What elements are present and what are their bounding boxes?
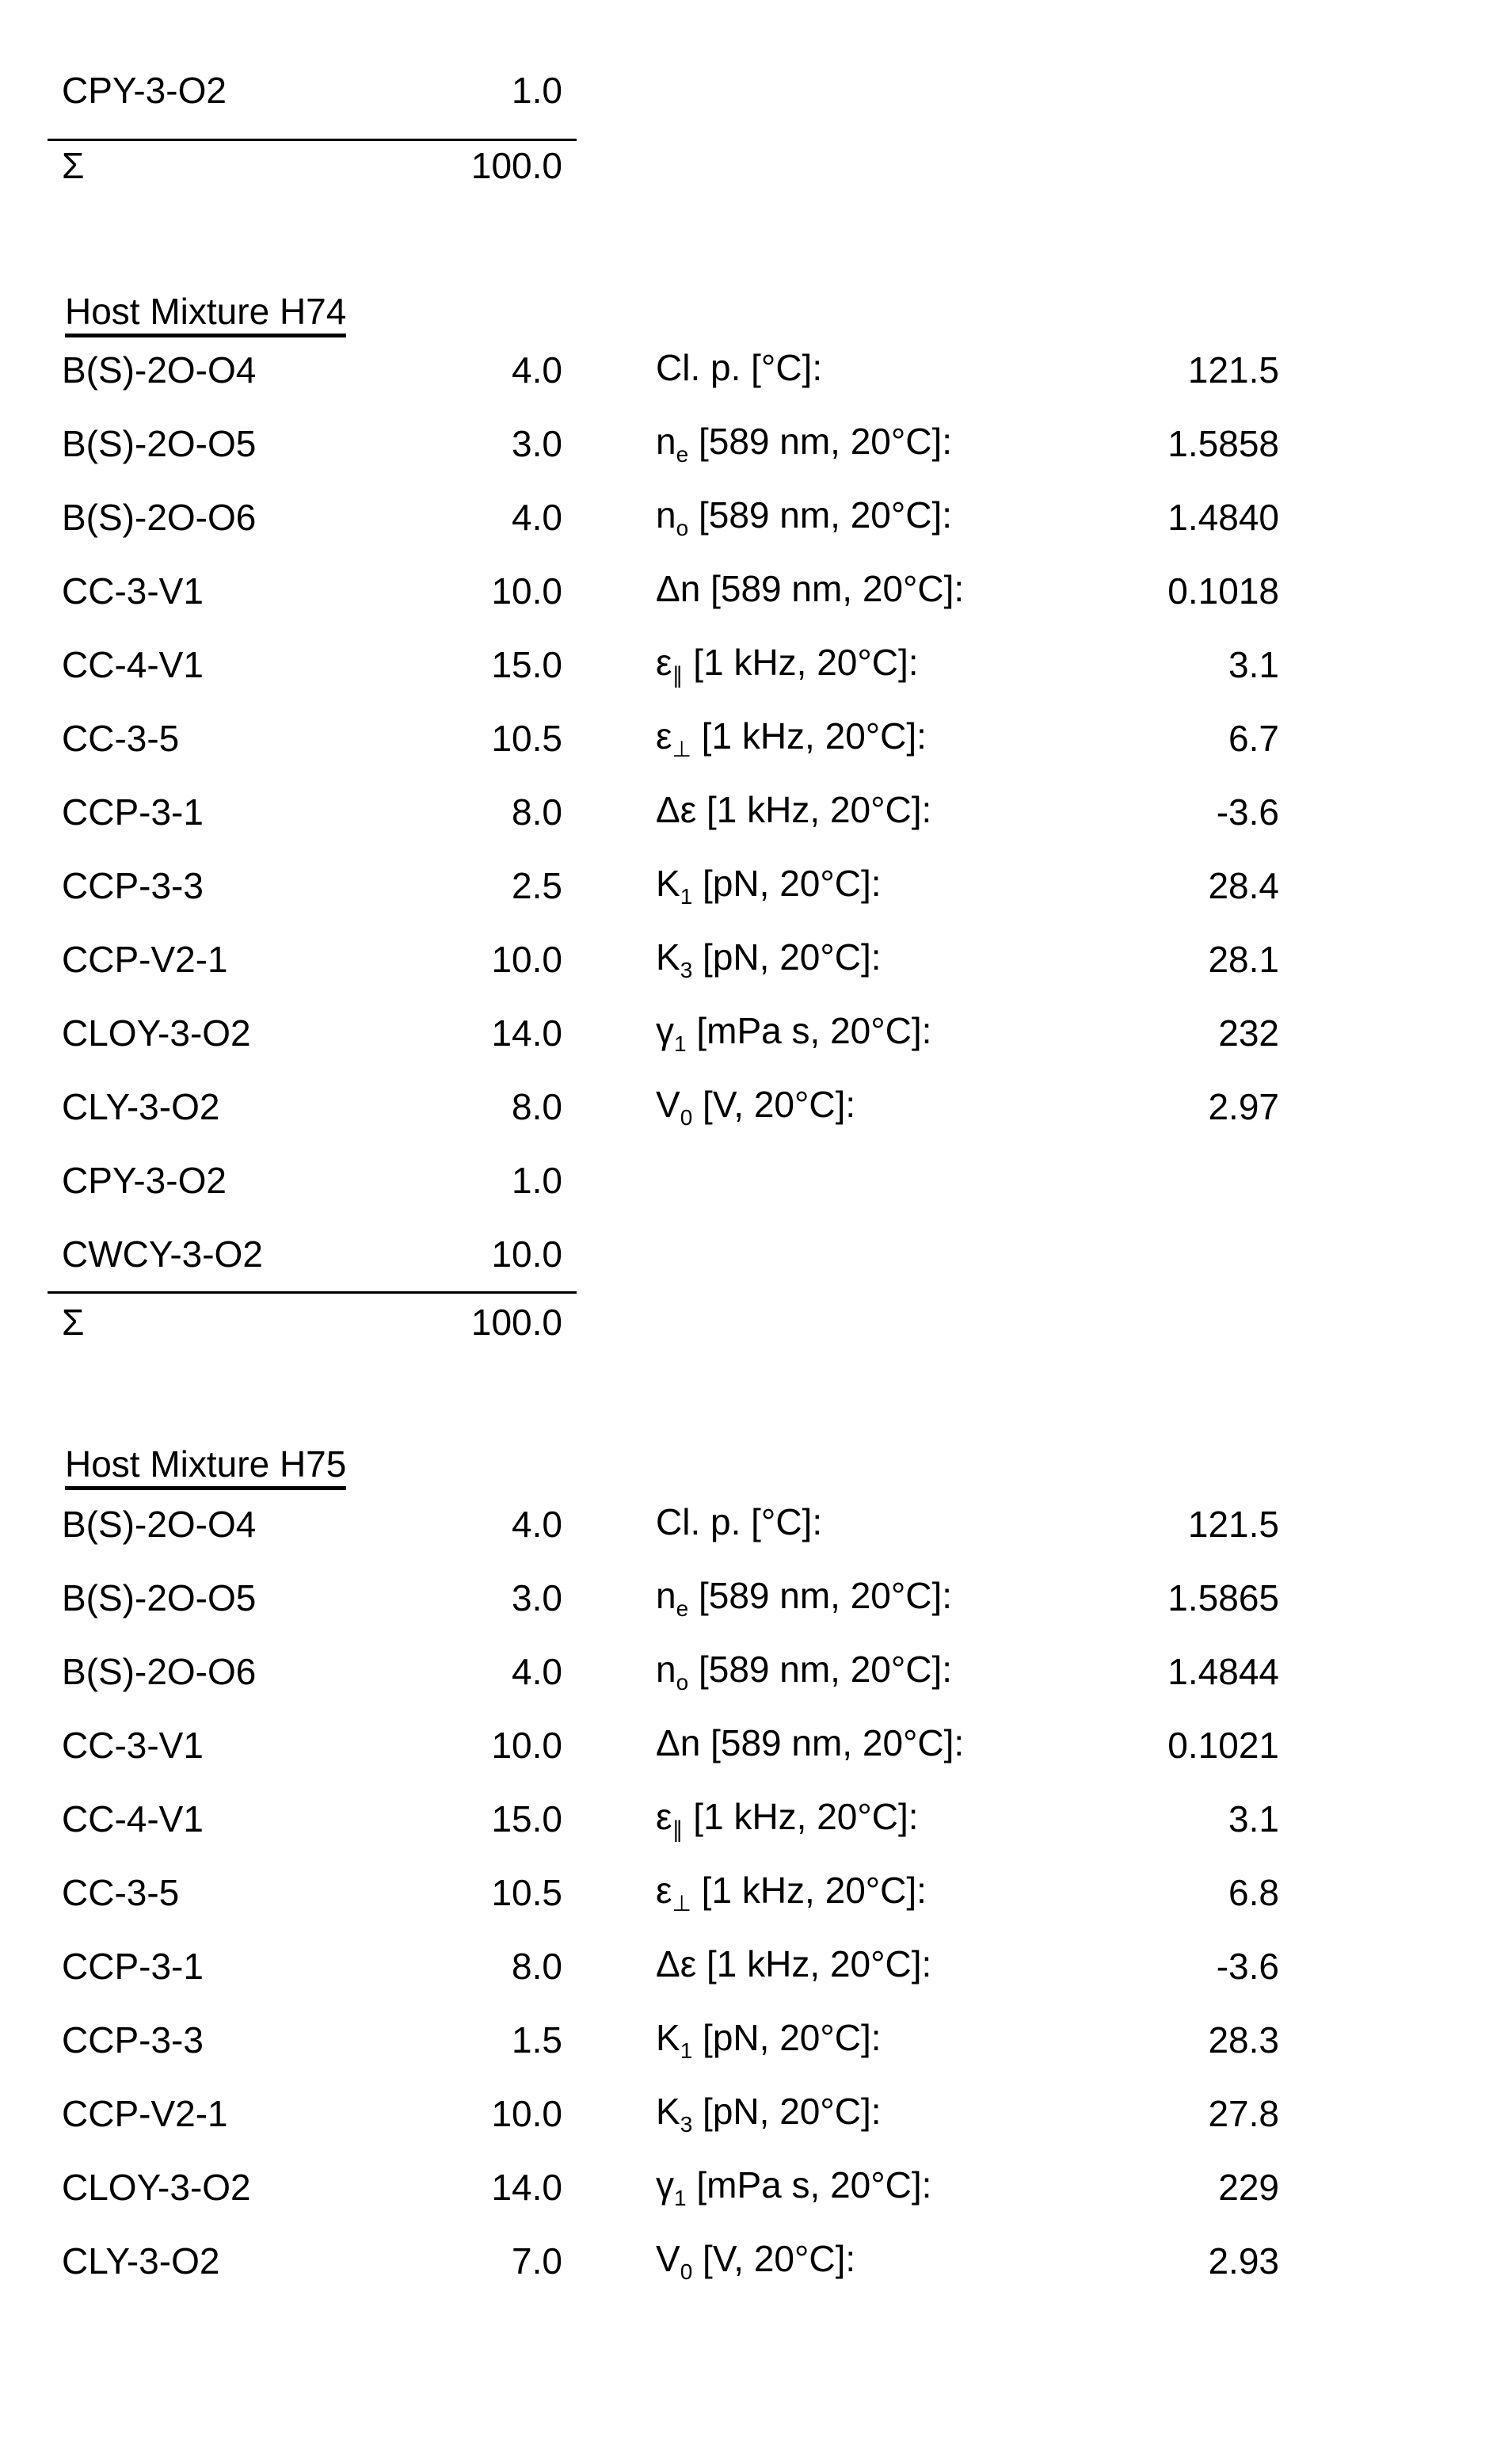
property-label-sub: 1: [680, 2038, 693, 2063]
property-label-pre: n: [656, 1574, 676, 1616]
property-label-pre: ε: [656, 1795, 672, 1837]
property-label-pre: Δn: [656, 1721, 701, 1763]
property-label-post: [589 nm, 20°C]:: [688, 494, 953, 536]
property-label-post: [V, 20°C]:: [692, 1083, 856, 1125]
component-name: CC-3-V1: [62, 1724, 204, 1766]
property-value: 27.8: [1208, 2092, 1279, 2134]
property-label-post: [pN, 20°C]:: [692, 936, 882, 978]
property-label-sub: ⊥: [672, 736, 691, 761]
component-name: B(S)-2O-O5: [62, 422, 257, 464]
property-value: 3.1: [1228, 643, 1279, 685]
component-row: [62, 2076, 1285, 2150]
component-name: CCP-V2-1: [62, 2092, 228, 2134]
component-name: B(S)-2O-O4: [62, 349, 257, 391]
property-label-pre: n: [656, 420, 676, 462]
property-label-sub: e: [676, 1596, 689, 1621]
component-amount: 3.0: [512, 422, 562, 464]
mixture-title-text: Host Mixture H74: [65, 292, 346, 337]
component-name: CLOY-3-O2: [62, 1012, 251, 1054]
property-value: 2.93: [1208, 2240, 1279, 2282]
component-row: [62, 2003, 1285, 2076]
component-row: [62, 1929, 1285, 2003]
component-amount: 1.5: [512, 2019, 562, 2061]
component-row: [62, 848, 1285, 922]
property-label-pre: K: [656, 2090, 680, 2132]
property-value: 1.4844: [1167, 1650, 1279, 1692]
component-amount: 4.0: [512, 1650, 562, 1692]
property-label-post: [589 nm, 20°C]:: [688, 1648, 953, 1690]
property-label-pre: n: [656, 494, 676, 536]
component-row: [62, 480, 1285, 554]
component-amount: 8.0: [512, 791, 562, 833]
sigma-symbol: Σ: [62, 144, 85, 186]
component-amount: 4.0: [512, 496, 562, 538]
component-row: [62, 2224, 1285, 2297]
property-value: 1.5865: [1167, 1576, 1279, 1618]
component-name: CCP-V2-1: [62, 938, 228, 980]
property-label-pre: ε: [656, 715, 672, 757]
property-label-pre: V: [656, 1083, 680, 1125]
property-label-post: [1 kHz, 20°C]:: [683, 641, 919, 683]
component-name: CCP-3-1: [62, 1945, 204, 1987]
component-name: CCP-3-3: [62, 2019, 204, 2061]
property-value: 6.7: [1228, 717, 1279, 759]
property-label-post: [pN, 20°C]:: [692, 2016, 882, 2058]
component-name: CLY-3-O2: [62, 2240, 220, 2282]
property-label-post: [589 nm, 20°C]:: [700, 567, 965, 609]
component-row: [62, 701, 1285, 775]
component-name: CCP-3-1: [62, 791, 204, 833]
component-row: [62, 1069, 1285, 1143]
component-row: [62, 1217, 1285, 1291]
component-amount: 10.0: [491, 938, 562, 980]
component-row: [62, 53, 1285, 127]
component-name: B(S)-2O-O6: [62, 496, 257, 538]
component-row: [62, 775, 1285, 848]
mixture-title-h75: [65, 1445, 346, 1490]
mixture-title-h74: [65, 292, 346, 337]
component-name: B(S)-2O-O5: [62, 1576, 257, 1618]
property-label-pre: n: [656, 1648, 676, 1690]
property-label-pre: V: [656, 2237, 680, 2279]
component-row: [62, 1855, 1285, 1929]
component-name: CWCY-3-O2: [62, 1233, 263, 1275]
mixture-h74-table: [62, 333, 1285, 1291]
property-label-pre: ε: [656, 641, 672, 683]
component-row: [62, 922, 1285, 996]
component-row: [62, 333, 1285, 406]
property-label-post: [pN, 20°C]:: [692, 2090, 882, 2132]
property-label-post: [mPa s, 20°C]:: [686, 2164, 932, 2206]
component-row: [62, 1143, 1285, 1217]
component-amount: 10.0: [491, 2092, 562, 2134]
component-row: [62, 1487, 1285, 1561]
component-amount: 3.0: [512, 1576, 562, 1618]
component-name: CC-3-5: [62, 717, 180, 759]
sum-value: 100.0: [470, 1301, 562, 1343]
property-label-pre: γ: [656, 2164, 674, 2206]
component-amount: 8.0: [512, 1085, 562, 1127]
property-label-pre: γ: [656, 1009, 674, 1051]
component-name: CPY-3-O2: [62, 69, 227, 111]
sum-row: [62, 128, 1285, 202]
property-label-post: [1 kHz, 20°C]:: [691, 1869, 927, 1911]
property-label-post: [589 nm, 20°C]:: [688, 420, 953, 462]
property-label-sub: o: [676, 1669, 689, 1695]
property-label-post: [1 kHz, 20°C]:: [696, 788, 932, 830]
component-name: CC-3-5: [62, 1871, 180, 1913]
property-label-sub: ∥: [672, 1817, 684, 1842]
property-label-sub: 3: [680, 957, 693, 982]
property-label-sub: ⊥: [672, 1890, 691, 1916]
property-label-sub: 0: [680, 2259, 693, 2284]
component-amount: 10.5: [491, 717, 562, 759]
property-value: 0.1021: [1167, 1724, 1279, 1766]
component-row: [62, 1782, 1285, 1855]
property-label-pre: Cl. p.: [656, 1500, 741, 1542]
property-value: 121.5: [1187, 1503, 1279, 1545]
component-amount: 2.5: [512, 864, 562, 906]
component-amount: 7.0: [512, 2240, 562, 2282]
component-amount: 4.0: [512, 349, 562, 391]
mixture-title-text: Host Mixture H75: [65, 1445, 346, 1490]
property-label-pre: K: [656, 2016, 680, 2058]
property-label-sub: e: [676, 441, 689, 467]
property-label-post: [°C]:: [741, 1500, 823, 1542]
property-value: 2.97: [1208, 1085, 1279, 1127]
component-amount: 10.0: [491, 570, 562, 612]
previous-mixture-tail-table: [62, 53, 1285, 127]
property-value: 1.5858: [1167, 422, 1279, 464]
component-row: [62, 627, 1285, 701]
property-label-pre: Δn: [656, 567, 701, 609]
component-amount: 1.0: [512, 69, 562, 111]
sum-value: 100.0: [470, 144, 562, 186]
property-label-pre: ε: [656, 1869, 672, 1911]
component-amount: 4.0: [512, 1503, 562, 1545]
component-name: CC-3-V1: [62, 570, 204, 612]
property-value: 28.3: [1208, 2019, 1279, 2061]
property-value: -3.6: [1216, 791, 1279, 833]
property-label-sub: 1: [680, 883, 693, 909]
property-value: 3.1: [1228, 1798, 1279, 1840]
component-amount: 10.0: [491, 1724, 562, 1766]
property-value: 28.1: [1208, 938, 1279, 980]
component-amount: 15.0: [491, 643, 562, 685]
property-label-sub: 0: [680, 1104, 693, 1130]
property-value: 0.1018: [1167, 570, 1279, 612]
component-row: [62, 996, 1285, 1069]
property-label-pre: Δε: [656, 788, 697, 830]
component-name: B(S)-2O-O4: [62, 1503, 257, 1545]
property-value: 1.4840: [1167, 496, 1279, 538]
property-label-post: [°C]:: [741, 346, 823, 388]
property-label-sub: ∥: [672, 662, 684, 688]
property-label-sub: o: [676, 515, 689, 540]
property-value: 6.8: [1228, 1871, 1279, 1913]
property-label-pre: Cl. p.: [656, 346, 741, 388]
property-value: 232: [1218, 1012, 1279, 1054]
property-label-pre: Δε: [656, 1942, 697, 1984]
property-label-post: [1 kHz, 20°C]:: [696, 1942, 932, 1984]
component-amount: 14.0: [491, 2166, 562, 2208]
component-row: [62, 406, 1285, 480]
sigma-symbol: Σ: [62, 1301, 85, 1343]
property-label-post: [1 kHz, 20°C]:: [691, 715, 927, 757]
component-name: CC-4-V1: [62, 1798, 204, 1840]
component-name: CPY-3-O2: [62, 1159, 227, 1201]
property-label-post: [pN, 20°C]:: [692, 862, 882, 904]
property-label-post: [mPa s, 20°C]:: [686, 1009, 932, 1051]
property-label-post: [589 nm, 20°C]:: [700, 1721, 965, 1763]
component-amount: 1.0: [512, 1159, 562, 1201]
component-row: [62, 1708, 1285, 1782]
property-value: -3.6: [1216, 1945, 1279, 1987]
property-label-sub: 1: [674, 1031, 687, 1056]
property-label-post: [589 nm, 20°C]:: [688, 1574, 953, 1616]
component-name: CCP-3-3: [62, 864, 204, 906]
property-value: 28.4: [1208, 864, 1279, 906]
component-amount: 15.0: [491, 1798, 562, 1840]
property-value: 229: [1218, 2166, 1279, 2208]
property-label-post: [V, 20°C]:: [692, 2237, 856, 2279]
property-value: 121.5: [1187, 349, 1279, 391]
component-amount: 14.0: [491, 1012, 562, 1054]
property-label-sub: 1: [674, 2185, 687, 2210]
component-row: [62, 1561, 1285, 1634]
property-label-sub: 3: [680, 2111, 693, 2137]
component-name: CC-4-V1: [62, 643, 204, 685]
component-row: [62, 554, 1285, 627]
sum-row: [62, 1285, 1285, 1359]
mixture-h75-table: [62, 1487, 1285, 2297]
property-label-pre: K: [656, 936, 680, 978]
component-amount: 10.0: [491, 1233, 562, 1275]
component-row: [62, 1634, 1285, 1708]
property-label-pre: K: [656, 862, 680, 904]
component-amount: 8.0: [512, 1945, 562, 1987]
component-name: CLOY-3-O2: [62, 2166, 251, 2208]
property-label-post: [1 kHz, 20°C]:: [683, 1795, 919, 1837]
component-row: [62, 2150, 1285, 2224]
component-name: B(S)-2O-O6: [62, 1650, 257, 1692]
component-amount: 10.5: [491, 1871, 562, 1913]
component-name: CLY-3-O2: [62, 1085, 220, 1127]
